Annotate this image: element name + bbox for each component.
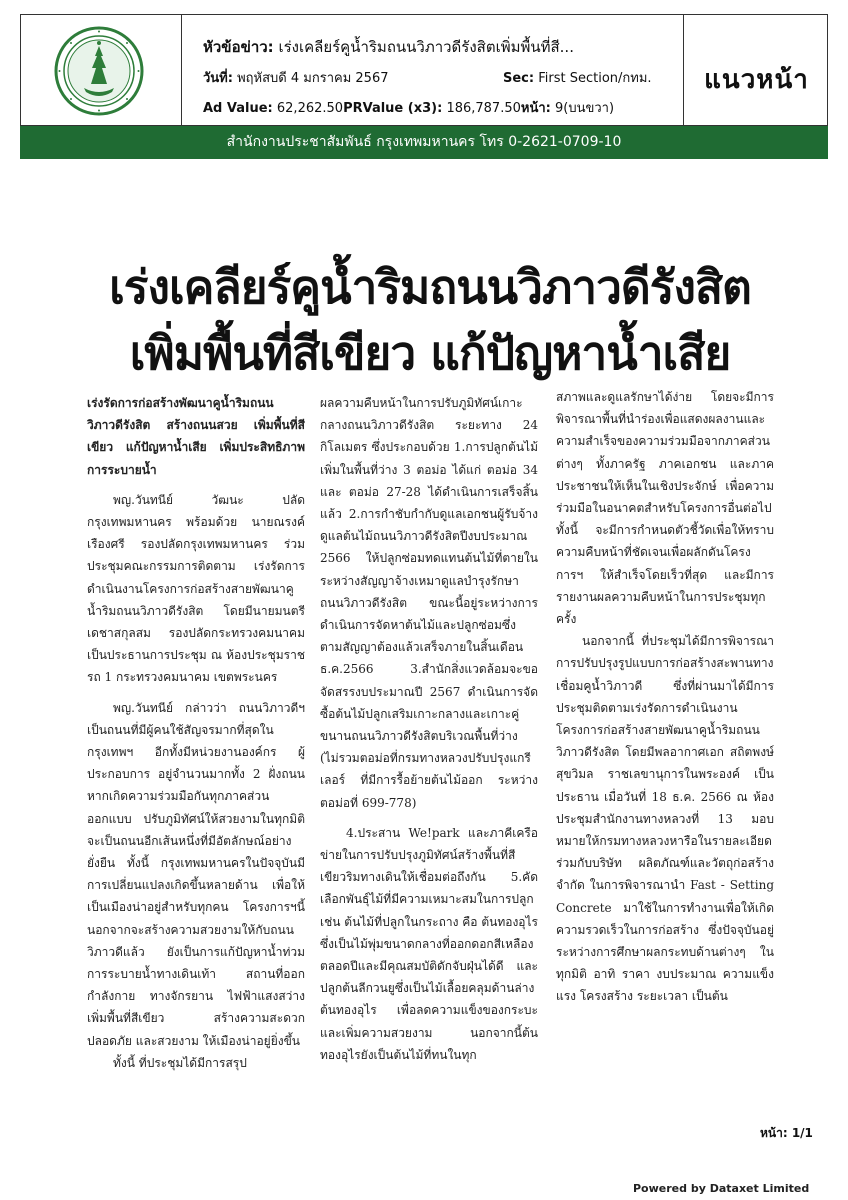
article-paragraph: 4.ประสาน We!park และภาคีเครือข่ายในการปรับปรุงภูมิทัศน์สร้างพื้นที่สีเขียวริมทางเดินให้เชื่อมต่อถึงกัน 5.คัดเลือกพันธุ์ไม้ที่มีความเหมาะสมในการปลูก เช่น ต้นไม้ที่ปลูกในกระถาง คือ ต้นทองอุไร ซึ่งเป็นไม้พุ่มขนาดกลางที่ออกดอกสีเหลืองตลอดปีและมีคุณสมบัติดักจับฝุ่นได้ดี และปลูกต้นลีกวนยูซึ่งเป็นไม้เลื้อยคลุมด้านล่างต้นทองอุไร เพื่อลดความแข็งของกระบะและเพิ่มความสวยงาม นอกจากนี้ต้นทองอุไรยังเป็นต้นไม้ที่ทนในทุก — [320, 825, 538, 1062]
bangkok-seal-icon — [54, 26, 144, 116]
logo-cell — [21, 15, 182, 125]
article-paragraph: ทั้งนี้ ที่ประชุมได้มีการสรุป — [113, 1055, 247, 1070]
pr-value-label: PRValue (x3): — [343, 101, 443, 116]
headline-text: เร่งเคลียร์คูน้ำริมถนนวิภาวดีรังสิตเพิ่มพื้นที่สี... — [278, 38, 574, 56]
article-title-line-1: เร่งเคลียร์คูน้ำริมถนนวิภาวดีรังสิต — [109, 260, 751, 314]
date-label: วันที่: — [203, 71, 233, 86]
date-text: พฤหัสบดี 4 มกราคม 2567 — [237, 71, 389, 86]
publication-name: แนวหน้า — [704, 65, 809, 95]
section-info — [503, 67, 652, 88]
article-lead: เร่งรัดการก่อสร้างพัฒนาคูน้ำริมถนนวิภาวดีรังสิต สร้างถนนสวย เพิ่มพื้นที่สีเขียว แก้ปัญหาน้ำเสีย เพิ่มประสิทธิภาพการระบายน้ำ — [87, 396, 305, 477]
office-bar: สำนักงานประชาสัมพันธ์ กรุงเทพมหานคร โทร 0-2621-0709-10 — [20, 126, 828, 159]
value-row — [203, 97, 614, 118]
clipping-header — [20, 14, 828, 126]
article-paragraph: สภาพและดูแลรักษาได้ง่าย โดยจะมีการพิจารณาพื้นที่นำร่องเพื่อแสดงผลงานและความสำเร็จของความร่วมมือจากภาคส่วนต่างๆ ทั้งภาครัฐ ภาคเอกชน และภาคประชาชนให้เห็นในเชิงประจักษ์ เพื่อความร่วมมือในอนาคตสำหรับโครงการอื่นต่อไป ทั้งนี้ จะมีการกำหนดตัวชี้วัดเพื่อให้ทราบความคืบหน้าที่ชัดเจนเพื่อผลักดันโครงการฯ ให้สำเร็จโดยเร็วที่สุด และมีการรายงานผลความคืบหน้าในการประชุมทุกครั้ง — [556, 390, 774, 627]
article-title-line-2: เพิ่มพื้นที่สีเขียว แก้ปัญหาน้ำเสีย — [129, 326, 731, 380]
clipping-info — [193, 15, 683, 125]
ad-value-label: Ad Value: — [203, 101, 273, 116]
article-column-1 — [87, 392, 305, 1074]
date-row — [203, 67, 673, 88]
article-paragraph: พญ.วันทนีย์ กล่าวว่า ถนนวิภาวดีฯ เป็นถนนที่มีผู้คนใช้สัญจรมากที่สุดในกรุงเทพฯ อีกทั้งมีหน่วยงานองค์กร ผู้ประกอบการ อยู่จำนวนมากทั้ง 2 ฝั่งถนน หากเกิดความร่วมมือกันทุกภาคส่วน ออกแบบ ปรับภูมิทัศน์ให้สวยงามในทุกมิติ จะเป็นถนนอีกเส้นหนึ่งที่มีอัตลักษณ์อย่างยั่งยืน ทั้งนี้ กรุงเทพมหานครในปัจจุบันมีการเปลี่ยนแปลงเกิดขึ้นหลายด้าน เพื่อให้เป็นเมืองน่าอยู่สำหรับทุกคน โครงการฯนี้ นอกจากจะสร้างความสวยงามให้กับถนนวิภาวดีแล้ว ยังเป็นการแก้ปัญหาน้ำท่วม การระบายน้ำทางเดินเท้า สถานที่ออกกำลังกาย ทางจักรยาน ไฟฟ้าแสงสว่าง เพิ่มพื้นที่สีเขียว สร้างความสะดวก ปลอดภัย และสวยงาม ให้เมืองน่าอยู่ยิ่งขึ้น — [87, 700, 305, 1048]
article-column-3 — [556, 386, 774, 1008]
page-text: 9(บนขวา) — [554, 101, 615, 116]
publication-cell — [683, 15, 829, 125]
powered-by-footer: Powered by Dataxet Limited — [633, 1182, 810, 1195]
page-number: หน้า: 1/1 — [760, 1126, 813, 1140]
sec-text: First Section/กทม. — [538, 71, 652, 86]
article-paragraph: พญ.วันทนีย์ วัฒนะ ปลัดกรุงเทพมหานคร พร้อมด้วย นายณรงค์ เรืองศรี รองปลัดกรุงเทพมหานคร ร่วมประชุมคณะกรรมการติดตาม เร่งรัดการดำเนินงานโครงการก่อสร้างสายพัฒนาคูน้ำริมถนนวิภาวดีรังสิต โดยมีนายมนตรี เดชาสกุลสม รองปลัดกระทรวงคมนาคม เป็นประธานการประชุม ณ ห้องประชุมราชรถ 1 กระทรวงคมนาคม เขตพระนคร — [87, 492, 305, 685]
article-column-2 — [320, 392, 538, 1066]
headline-label: หัวข้อข่าว: — [203, 38, 274, 56]
ad-value-text: 62,262.50 — [276, 101, 344, 116]
sec-label: Sec: — [503, 71, 535, 86]
headline-row — [203, 35, 574, 59]
page-label: หน้า: — [520, 101, 551, 116]
article-paragraph: นอกจากนี้ ที่ประชุมได้มีการพิจารณาการปรับปรุงรูปแบบการก่อสร้างสะพานทางเชื่อมคูน้ำวิภาวดี ซึ่งที่ผ่านมาได้มีการประชุมติดตามเร่งรัดการดำเนินงานโครงการก่อสร้างสายพัฒนาคูน้ำริมถนนวิภาวดีรังสิต โดยมีพลอากาศเอก สถิตพงษ์ สุขวิมล ราชเลขานุการในพระองค์ เป็นประธาน เมื่อวันที่ 18 ธ.ค. 2566 ณ ห้องประชุมสำนักงานทางหลวงที่ 13 มอบหมายให้กรมทางหลวงหารือในรายละเอียดร่วมกับบริษัท ผลิตภัณฑ์และวัตถุก่อสร้าง จำกัด ในการพิจารณานำ Fast - Setting Concrete มาใช้ในการทำงานเพื่อให้เกิดความรวดเร็วในการก่อสร้าง ซึ่งปัจจุบันอยู่ระหว่างการศึกษาผลกระทบด้านต่างๆ ในทุกมิติ อาทิ ราคา งบประมาณ ความแข็งแรง โครงสร้าง ระยะเวลา เป็นต้น — [556, 634, 774, 1004]
article-paragraph: ผลความคืบหน้าในการปรับภูมิทัศน์เกาะกลางถนนวิภาวดีรังสิต ระยะทาง 24 กิโลเมตร ซึ่งประกอบด้วย 1.การปลูกต้นไม้เพิ่มในพื้นที่ว่าง 3 ตอม่อ ได้แก่ ตอม่อ 34 และ ตอม่อ 27-28 ได้ดำเนินการเสร็จสิ้นแล้ว 2.การกำชับกำกับดูแลเอกชนผู้รับจ้างดูแลต้นไม้ถนนวิภาวดีรังสิตปีงบประมาณ 2566 ให้ปลูกซ่อมทดแทนต้นไม้ที่ตายในระหว่างสัญญาจ้างเหมาดูแลบำรุงรักษาถนนวิภาวดีรังสิต ขณะนี้อยู่ระหว่างการดำเนินการจัดหาต้นไม้และปลูกซ่อมซึ่งตามสัญญาต้องแล้วเสร็จภายในสิ้นเดือนธ.ค.2566 3.สำนักสิ่งแวดล้อมจะขอจัดสรรงบประมาณปี 2567 ดำเนินการจัดซื้อต้นไม้ปลูกเสริมเกาะกลางและเกาะคู่ขนานถนนวิภาวดีรังสิตบริเวณพื้นที่ว่าง (ไม่รวมตอม่อที่กรมทางหลวงปรับปรุงแกรีเลอร์ ที่มีการรื้อย้ายต้นไม้ออก ระหว่างตอม่อที่ 699-778) — [320, 396, 538, 810]
pr-value-text: 186,787.50 — [446, 101, 521, 116]
